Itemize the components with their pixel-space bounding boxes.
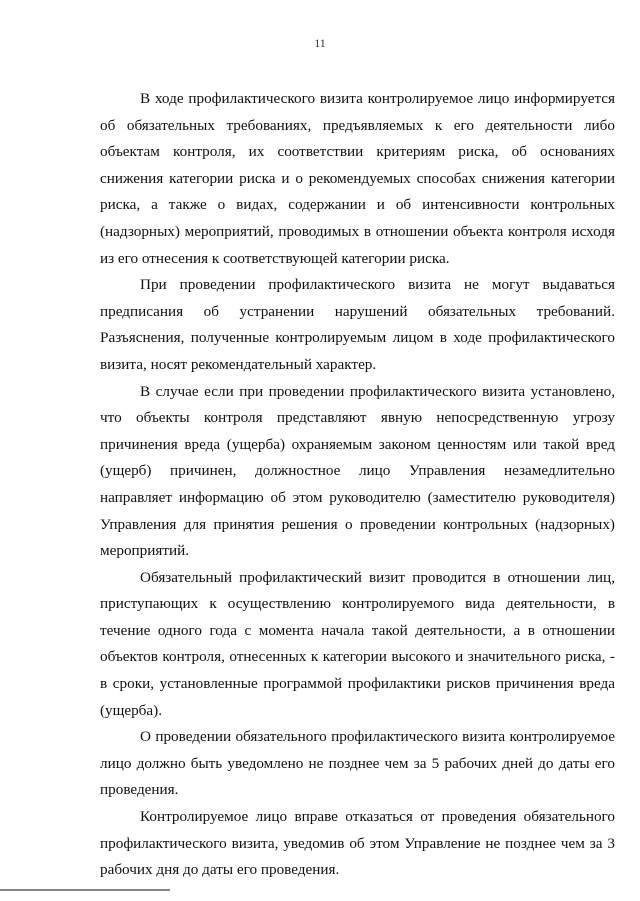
paragraph-no-prescriptions: При проведении профилактического визита не могут выдаваться предписания об устранении нарушений обязательных требований. Разъяснения, полученные контролируемым лицом в ходе профилактического визита, носят рекомендательный характер.: [100, 276, 615, 373]
page-number: 11: [314, 36, 326, 50]
scan-edge-line: [0, 889, 170, 891]
paragraph-threat-of-harm: В случае если при проведении профилактического визита установлено, что объекты контроля представляют явную непосредственную угрозу причинения вреда (ущерба) охраняемым законом ценностям или такой вред (ущерб) причинен, должностное лицо Управления незамедлительно направляет информацию об этом руководителю (заместителю руководителя) Управления для принятия решения о проведении контрольных (надзорных) мероприятий.: [100, 382, 615, 560]
paragraph-visit-information: В ходе профилактического визита контролируемое лицо информируется об обязательных требованиях, предъявляемых к его деятельности либо объектам контроля, их соответствии критериям риска, об основаниях снижения категории риска и о рекомендуемых способах снижения категории риска, а также о видах, содержании и об интенсивности контрольных (надзорных) мероприятий, проводимых в отношении объекта контроля исходя из его отнесения к соответствующей категории риска.: [100, 90, 615, 267]
document-body: [100, 86, 615, 884]
paragraph-refusal: Контролируемое лицо вправе отказаться от проведения обязательного профилактического визита, уведомив об этом Управление не позднее чем за 3 рабочих дня до даты его проведения.: [100, 808, 615, 879]
paragraph-mandatory-visit: Обязательный профилактический визит проводится в отношении лиц, приступающих к осуществлению контролируемого вида деятельности, в течение одного года с момента начала такой деятельности, а в отношении объектов контроля, отнесенных к категории высокого и значительного риска, - в сроки, установленные программой профилактики рисков причинения вреда (ущерба).: [100, 568, 615, 719]
paragraph-notification: О проведении обязательного профилактического визита контролируемое лицо должно быть уведомлено не позднее чем за 5 рабочих дней до даты его проведения.: [100, 728, 615, 799]
